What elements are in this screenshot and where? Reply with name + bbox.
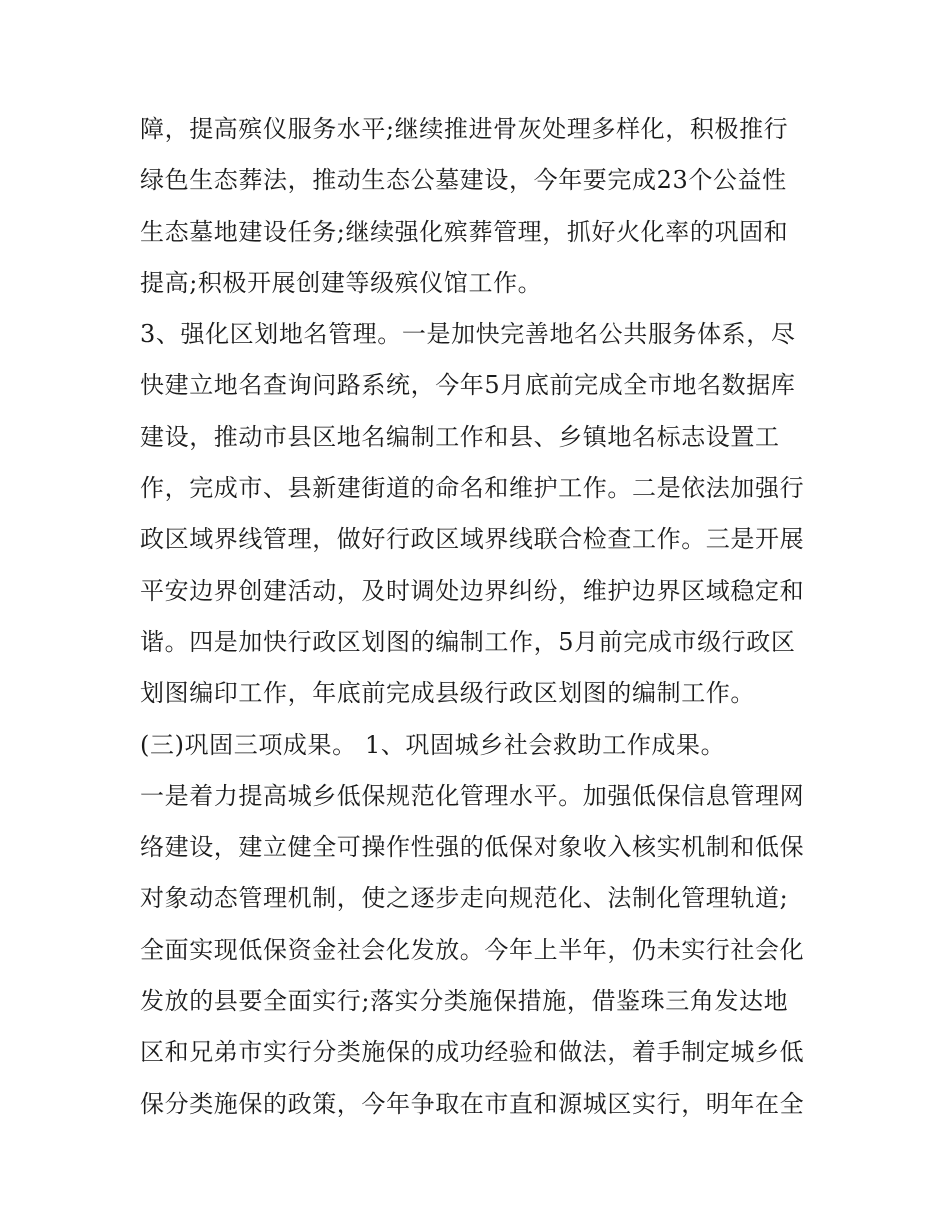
text-line-7: 建设，推动市县区地名编制工作和县、乡镇地名标志设置工 — [140, 422, 780, 451]
text-line-13: (三)巩固三项成果。 1、巩固城乡社会救助工作成果。 — [140, 730, 726, 759]
text-line-9: 政区域界线管理，做好行政区域界线联合检查工作。三是开展 — [140, 525, 805, 554]
text-line-17: 全面实现低保资金社会化发放。今年上半年，仍未实行社会化 — [140, 935, 805, 964]
text-line-12: 划图编印工作，年底前完成县级行政区划图的编制工作。 — [140, 679, 755, 708]
text-line-6: 快建立地名查询问路系统，今年5月底前完成全市地名数据库 — [140, 371, 796, 400]
text-line-18: 发放的县要全面实行;落实分类施保措施，借鉴珠三角发达地 — [140, 987, 789, 1016]
text-line-15: 络建设，建立健全可操作性强的低保对象收入核实机制和低保 — [140, 833, 805, 862]
text-line-10: 平安边界创建活动，及时调处边界纠纷，维护边界区域稳定和 — [140, 576, 805, 605]
text-line-2: 绿色生态葬法，推动生态公墓建设，今年要完成23个公益性 — [140, 166, 787, 195]
text-line-20: 保分类施保的政策，今年争取在市直和源城区实行，明年在全 — [140, 1089, 805, 1118]
text-line-3: 生态墓地建设任务;继续强化殡葬管理，抓好火化率的巩固和 — [140, 217, 789, 246]
text-line-11: 谐。四是加快行政区划图的编制工作，5月前完成市级行政区 — [140, 627, 796, 656]
text-line-19: 区和兄弟市实行分类施保的成功经验和做法，着手制定城乡低 — [140, 1038, 805, 1067]
body-text — [140, 104, 820, 1130]
text-line-14: 一是着力提高城乡低保规范化管理水平。加强低保信息管理网 — [140, 781, 805, 810]
text-line-8: 作，完成市、县新建街道的命名和维护工作。二是依法加强行 — [140, 474, 805, 503]
text-line-5: 3、强化区划地名管理。一是加快完善地名公共服务体系，尽 — [140, 320, 796, 349]
text-line-4: 提高;积极开展创建等级殡仪馆工作。 — [140, 268, 543, 297]
text-line-16: 对象动态管理机制，使之逐步走向规范化、法制化管理轨道; — [140, 884, 789, 913]
text-line-1: 障，提高殡仪服务水平;继续推进骨灰处理多样化，积极推行 — [140, 115, 789, 143]
